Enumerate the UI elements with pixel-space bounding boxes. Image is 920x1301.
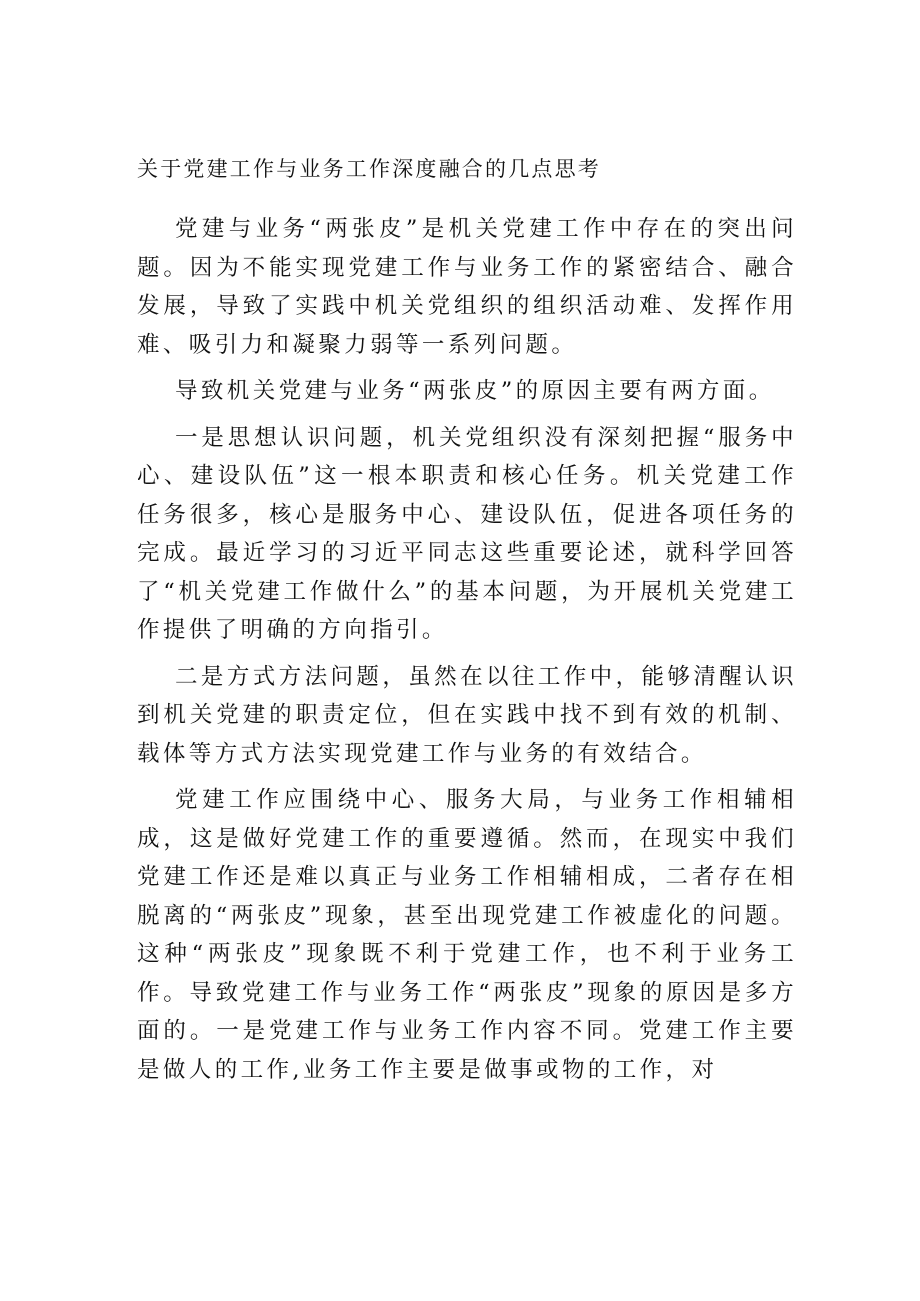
document-title: 关于党建工作与业务工作深度融合的几点思考 [137,157,601,181]
document-body [137,210,797,1097]
paragraph-cause-two: 二是方式方法问题，虽然在以往工作中，能够清醒认识到机关党建的职责定位，但在实践中找不到有效的机制、载体等方式方法实现党建工作与业务的有效结合。 [137,663,797,767]
paragraph-intro: 党建与业务“两张皮”是机关党建工作中存在的突出问题。因为不能实现党建工作与业务工作的紧密结合、融合发展，导致了实践中机关党组织的组织活动难、发挥作用难、吸引力和凝聚力弱等一系列问题。 [137,216,797,358]
paragraph-causes-summary: 导致机关党建与业务“两张皮”的原因主要有两方面。 [175,378,775,404]
paragraph-analysis: 党建工作应围绕中心、服务大局，与业务工作相辅相成，这是做好党建工作的重要遵循。然而，在现实中我们党建工作还是难以真正与业务工作相辅相成，二者存在相脱离的“两张皮”现象，甚至出现党建工作被虚化的问题。这种“两张皮”现象既不利于党建工作，也不利于业务工作。导致党建工作与业务工作“两张皮”现象的原因是多方面的。一是党建工作与业务工作内容不同。党建工作主要是做人的工作,业务工作主要是做事或物的工作，对 [137,787,797,1083]
paragraph-cause-one: 一是思想认识问题，机关党组织没有深刻把握“服务中心、建设队伍”这一根本职责和核心任务。机关党建工作任务很多，核心是服务中心、建设队伍，促进各项任务的完成。最近学习的习近平同志这些重要论述，就科学回答了“机关党建工作做什么”的基本问题，为开展机关党建工作提供了明确的方向指引。 [137,424,797,643]
